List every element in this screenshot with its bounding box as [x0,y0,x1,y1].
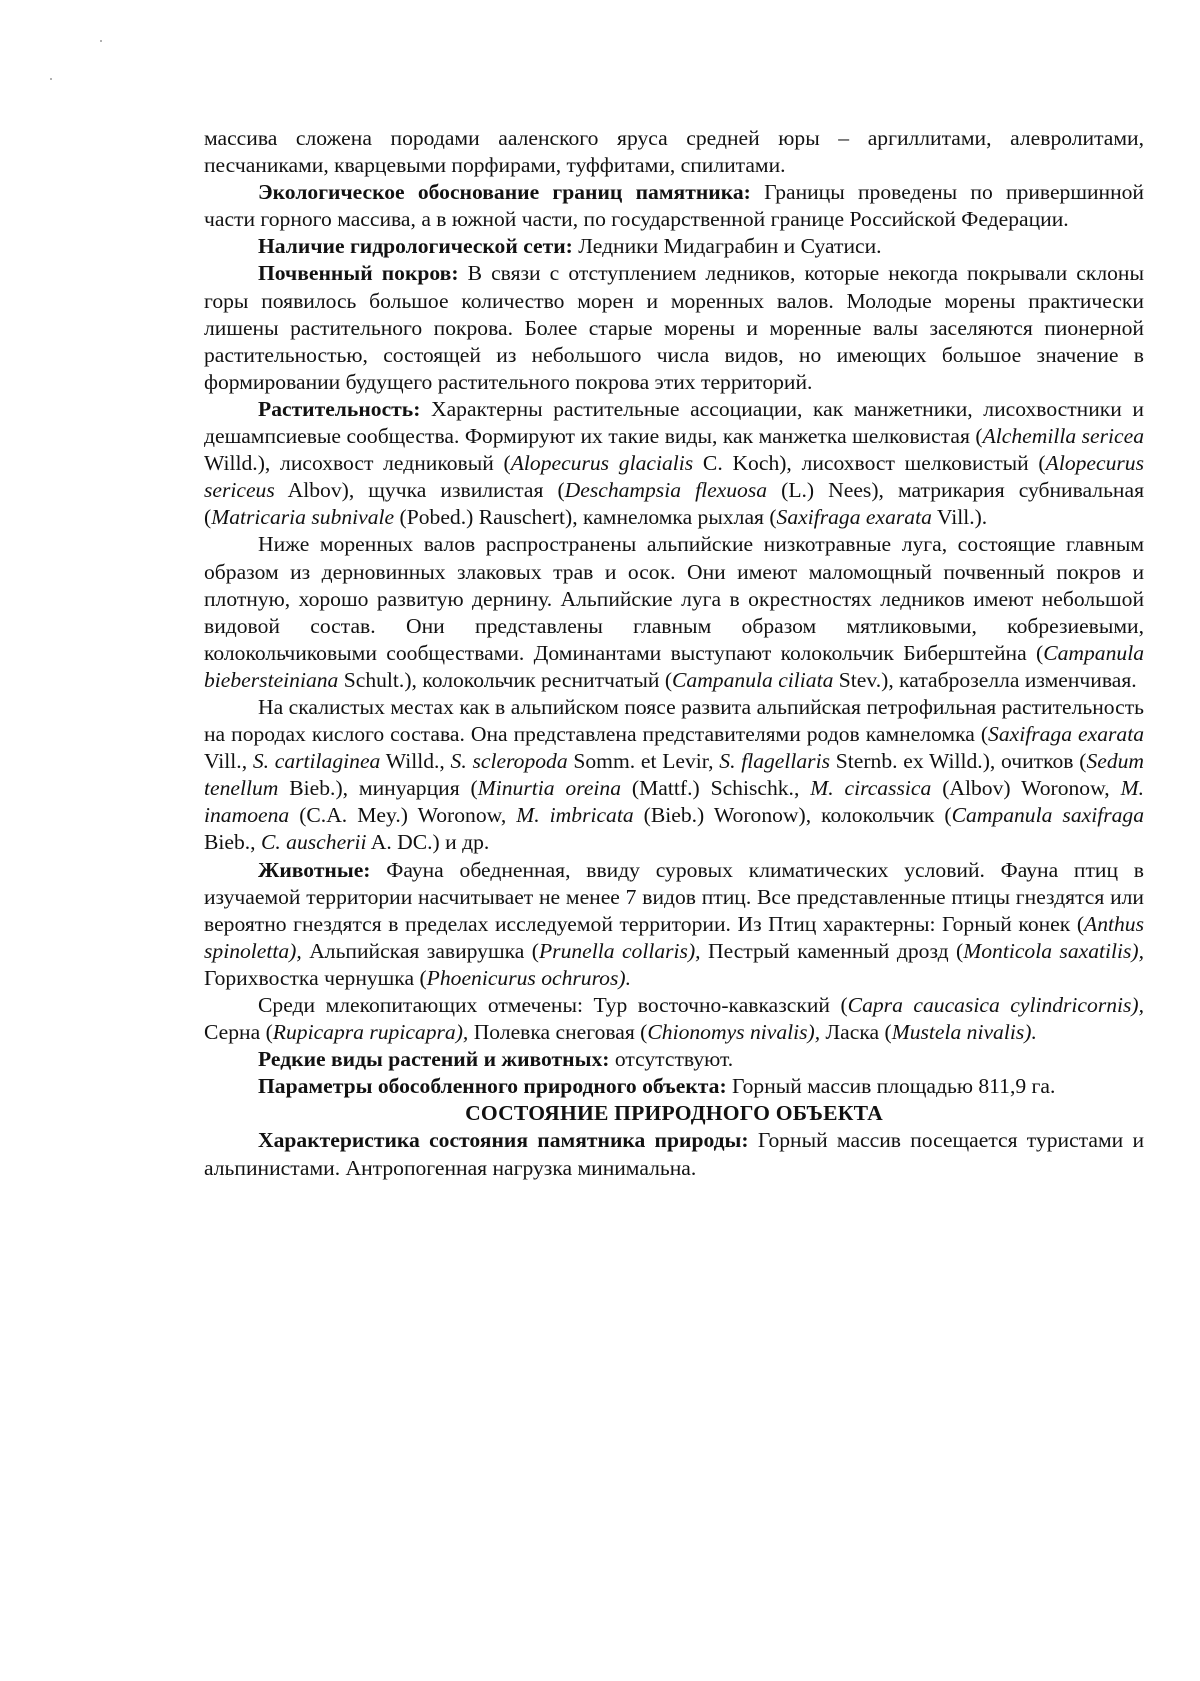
species-name: Phoenicurus ochruros). [426,965,631,990]
species-name: M. circassica [810,776,932,801]
paragraph-geology: массива сложена породами ааленского яруса средней юры – аргиллитами, алевролитами, песчаниками, кварцевыми порфирами, туффитами, спилитами. [204,126,1144,178]
species-name: Alopecurus glacialis [510,451,694,476]
paragraph-label: Почвенный покров: [258,261,459,286]
paragraph-label: Наличие гидрологической сети: [258,234,573,259]
paragraph-mammals: Среди млекопитающих отмечены: Тур восточно-кавказский (Capra caucasica cylindricornis), Серна (Rupicapra rupicapra), Полевка снеговая (Chionomys nivalis), Ласка (Mustela nivalis). [204,993,1145,1045]
species-name: S. flagellaris [719,749,830,774]
paragraph-vegetation: Растительность: Характерны растительные ассоциации, как манжетники, лисохвостники и дешампсиевые сообщества. Формируют их такие виды, как манжетка шелковистая (Alchemilla sericea Willd.), лисохвост ледниковый (Alopecurus glacialis C. Koch), лисохвост шелковистый (Alopecurus sericeus Albov), щучка извилистая (Deschampsia flexuosa (L.) Nees), матрикария субнивальная (Matricaria subnivale (Pobed.) Rauschert), камнеломка рыхлая (Saxifraga exarata Vill.). [204,396,1144,530]
species-name: S. scleropoda [450,749,568,774]
paragraph-fauna: Животные: Фауна обедненная, ввиду суровых климатических условий. Фауна птиц в изучаемой территории насчитывает не менее 7 видов птиц. Все представленные птицы гнездятся или вероятно гнездятся в пределах исследуемой территории. Из Птиц характерны: Горный конек (Anthus spinoletta), Альпийская завирушка (Prunella collaris), Пестрый каменный дрозд (Monticola saxatilis), Горихвостка чернушка (Phoenicurus ochruros). [204,857,1144,990]
paragraph-parameters: Параметры обособленного природного объекта: Горный массив площадью 811,9 га. [258,1074,1056,1099]
species-name: Saxifraga exarata [988,722,1144,747]
paragraph-rare-species: Редкие виды растений и животных: отсутствуют. [258,1047,734,1072]
species-name: M. inamoena [204,776,1144,828]
scan-speck [100,40,102,42]
paragraph-ecological-justification: Экологическое обоснование границ памятника: Границы проведены по привершинной части горного массива, а в южной части, по государственной границе Российской Федерации. [204,180,1144,232]
species-name: Sedum tenellum [204,749,1145,801]
species-name: Deschampsia flexuosa [564,478,768,503]
document-body [204,125,1144,1182]
species-name: Mustela nivalis). [891,1020,1037,1045]
species-name: Campanula saxifraga [951,803,1144,828]
species-name: Monticola saxatilis), [963,938,1144,963]
paragraph-label: Экологическое обоснование границ памятника: [258,180,751,205]
paragraph-hydrology: Наличие гидрологической сети: Ледники Мидаграбин и Суатиси. [258,234,882,259]
paragraph-condition: Характеристика состояния памятника природы: Горный массив посещается туристами и альпинистами. Антропогенная нагрузка минимальна. [204,1128,1144,1180]
species-name: Matricaria subnivale [211,505,395,530]
species-name: Chionomys nivalis), [647,1020,821,1045]
scan-speck [50,78,52,80]
paragraph-label: Редкие виды растений и животных: [258,1047,610,1072]
species-name: M. imbricata [516,803,634,828]
species-name: Minurtia oreina [477,776,622,801]
species-name: S. cartilaginea [252,749,381,774]
species-name: Alopecurus sericeus [204,451,1144,503]
species-name: Rupicapra rupicapra), [272,1020,469,1045]
species-name: C. auscherii [260,830,367,855]
section-heading: СОСТОЯНИЕ ПРИРОДНОГО ОБЪЕКТА [465,1101,883,1126]
paragraph-alpine-meadows: Ниже моренных валов распространены альпийские низкотравные луга, состоящие главным образом из дерновинных злаковых трав и осок. Они имеют маломощный почвенный покров и плотную, хорошо развитую дернину. Альпийские луга в окрестностях ледников имеют небольшой видовой состав. Они представлены главным образом мятликовыми, кобрезиевыми, колокольчиковыми сообществами. Доминантами выступают колокольчик Биберштейна (Campanula biebersteiniana Schult.), колокольчик реснитчатый (Campanula ciliata Stev.), катаброзелла изменчивая. [204,532,1144,692]
paragraph-label: Животные: [258,857,371,882]
species-name: Capra caucasica cylindricornis), [847,993,1145,1017]
species-name: Anthus spinoletta), [204,911,1144,963]
species-name: Campanula biebersteiniana [204,640,1144,692]
paragraph-label: Характеристика состояния памятника природы: [258,1128,749,1153]
species-name: Prunella collaris), [538,938,701,963]
paragraph-label: Растительность: [258,396,421,421]
species-name: Alchemilla sericea [982,424,1144,449]
species-name: Saxifraga exarata [776,505,932,530]
paragraph-petrophyte-vegetation: На скалистых местах как в альпийском поясе развита альпийская петрофильная растительность на породах кислого состава. Она представлена представителями родов камнеломка (Saxifraga exarata Vill., S. cartilaginea Willd., S. scleropoda Somm. et Levir, S. flagellaris Sternb. ex Willd.), очитков (Sedum tenellum Bieb.), минуарция (Minurtia oreina (Mattf.) Schischk., M. circassica (Albov) Woronow, M. inamoena (C.A. Mey.) Woronow, M. imbricata (Bieb.) Woronow), колокольчик (Campanula saxifraga Bieb., C. auscherii A. DC.) и др. [204,694,1145,855]
paragraph-label: Параметры обособленного природного объекта: [258,1074,727,1099]
paragraph-soil-cover: Почвенный покров: В связи с отступлением ледников, которые некогда покрывали склоны горы появилось большое количество морен и моренных валов. Молодые морены практически лишены растительного покрова. Более старые морены и моренные валы заселяются пионерной растительностью, состоящей из небольшого числа видов, но имеющих большое значение в формировании будущего растительного покрова этих территорий. [204,261,1144,394]
species-name: Campanula ciliata [672,667,834,692]
